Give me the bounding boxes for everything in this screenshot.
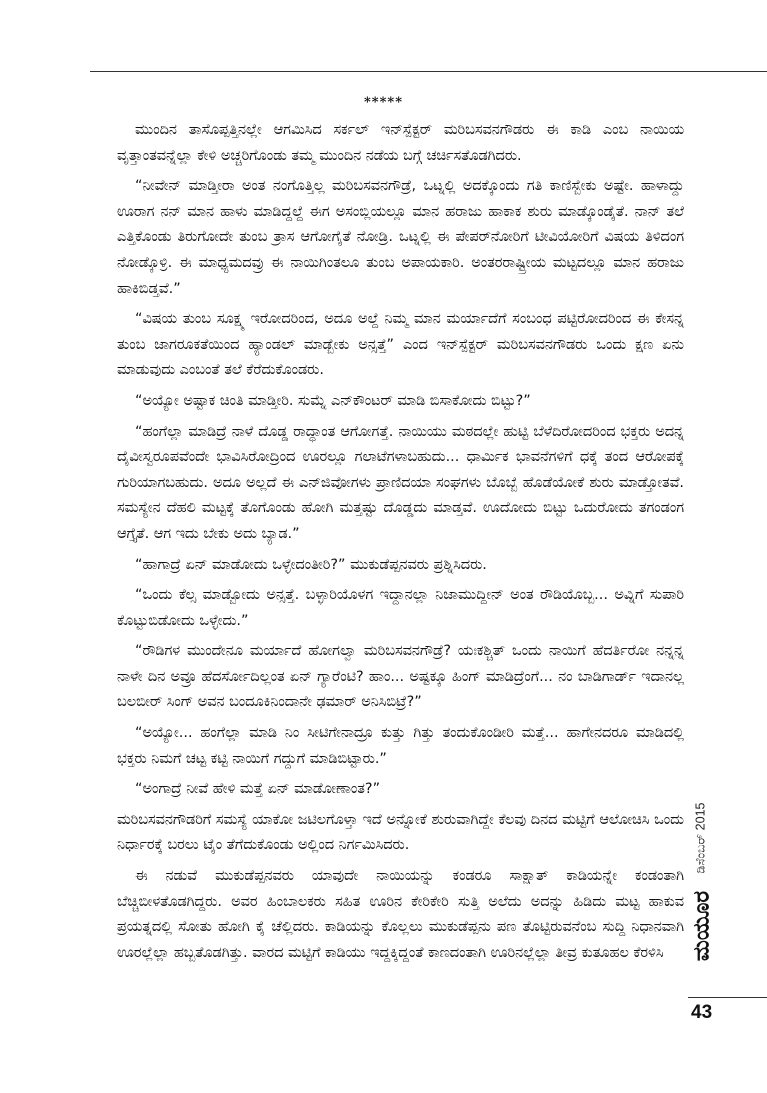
paragraph: “ವಿಷಯ ತುಂಬ ಸೂಕ್ಷ್ಮ ಇರೋದರಿಂದ, ಅದೂ ಅಲ್ದೆ ನಿಮ್ಮ ಮಾನ ಮರ್ಯಾದೆಗೆ ಸಂಬಂಧ ಪಟ್ಟಿರೋದರಿಂದ ಈ ಕೇಸನ್ನ ತುಂಬ ಜಾಗರೂಕತೆಯಿಂದ ಹ್ಯಾಂಡಲ್ ಮಾಡ್ಬೇಕು ಅನ್ಸತ್ತೆ” ಎಂದ ಇನ್‌ಸ್ಪೆಕ್ಟರ್ ಮರಿಬಸವನಗೌಡರು ಒಂದು ಕ್ಷಣ ಏನು ಮಾಡುವುದು ಎಂಬಂತೆ ತಲೆ ಕೆರೆದುಕೊಂಡರು. — [117, 311, 684, 379]
magazine-name: ಮಯೂರ — [689, 890, 715, 962]
paragraph: “ಒಂದು ಕೆಲ್ಸ ಮಾಡ್ಬೋದು ಅನ್ಸತ್ತೆ. ಬಳ್ಳಾರಿಯೊಳಗ ಇದ್ದಾನಲ್ಲಾ ನಿಜಾಮುದ್ದೀನ್ ಅಂತ ರೌಡಿಯೊಬ್ಬ... ಅವ್ನಿಗೆ ಸುಪಾರಿ ಕೊಟ್ಟುಬಿಡೋದು ಒಳ್ಳೇದು.” — [117, 587, 684, 629]
paragraph: ಈ ನಡುವೆ ಮುಕುಡೆಪ್ಪನವರು ಯಾವುದೇ ನಾಯಿಯನ್ನು ಕಂಡರೂ ಸಾಕ್ಷಾತ್ ಕಾಡಿಯನ್ನೇ ಕಂಡಂತಾಗಿ ಬೆಚ್ಚಿಬೀಳತೊಡಗಿದ್ದರು. ಅವರ ಹಿಂಬಾಲಕರು ಸಹಿತ ಊರಿನ ಕೇರಿಕೇರಿ ಸುತ್ತಿ ಅಲೆದು ಅದನ್ನು ಹಿಡಿದು ಮಟ್ಟ ಹಾಕುವ ಪ್ರಯತ್ನದಲ್ಲಿ ಸೋತು ಹೋಗಿ ಕೈ ಚೆಲ್ಲಿದರು. ಕಾಡಿಯನ್ನು ಕೊಲ್ಲಲು ಮುಕುಡೆಪ್ಪನು ಪಣ ತೊಟ್ಟಿರುವನೆಂಬ ಸುದ್ದಿ ನಿಧಾನವಾಗಿ ಊರಲ್ಲೆಲ್ಲಾ ಹಬ್ಬತೊಡಗಿತ್ತು. ವಾರದ ಮಟ್ಟಿಗೆ ಕಾಡಿಯು ಇದ್ದಕ್ಕಿದ್ದಂತೆ ಕಾಣದಂತಾಗಿ ಊರಿನಲ್ಲೆಲ್ಲಾ ತೀವ್ರ ಕುತೂಹಲ ಕೆರಳಿಸಿ — [117, 868, 684, 961]
footer-rule — [688, 997, 767, 998]
page-number: 43 — [691, 1002, 713, 1023]
paragraph: “ನೀವೇನ್ ಮಾಡ್ತೀರಾ ಅಂತ ನಂಗೊತ್ತಿಲ್ಲ ಮರಿಬಸವನಗೌಡ್ರೆ, ಒಟ್ನಲ್ಲಿ ಅದಕ್ಕೊಂದು ಗತಿ ಕಾಣಿಸ್ಬೇಕು ಅಷ್ಟೇ. ಹಾಳಾದ್ದು ಊರಾಗ ನನ್ ಮಾನ ಹಾಳು ಮಾಡಿದ್ದಲ್ದೆ ಈಗ ಅಸಂಬ್ಲಿಯಲ್ಲೂ ಮಾನ ಹರಾಜು ಹಾಕಾಕ ಶುರು ಮಾಡ್ಕೊಂಡೈತೆ. ನಾನ್ ತಲೆ ಎತ್ತಿಕೊಂಡು ತಿರುಗೋದೇ ತುಂಬ ತ್ರಾಸ ಆಗೋಗೈತೆ ನೋಡ್ರಿ. ಒಟ್ನಲ್ಲಿ ಈ ಪೇಪರ್‌ನೋರಿಗೆ ಟೀವಿಯೋರಿಗೆ ವಿಷಯ ತಿಳಿದಂಗ ನೋಡ್ಕೊಳ್ರಿ. ಈ ಮಾಧ್ಯಮದವ್ರು ಈ ನಾಯಿಗಿಂತಲೂ ತುಂಬ ಅಪಾಯಕಾರಿ. ಅಂತರರಾಷ್ಟ್ರೀಯ ಮಟ್ಟದಲ್ಲೂ ಮಾನ ಹರಾಜು ಹಾಕಿಬಿಡ್ತವೆ.” — [117, 178, 684, 297]
article-body — [117, 118, 684, 971]
paragraph: ಮುಂದಿನ ತಾಸೊಪ್ಪತ್ತಿನಲ್ಲೇ ಆಗಮಿಸಿದ ಸರ್ಕಲ್ ಇನ್‌ಸ್ಪೆಕ್ಟರ್ ಮರಿಬಸವನಗೌಡರು ಈ ಕಾಡಿ ಎಂಬ ನಾಯಿಯ ವೃತ್ತಾಂತವನ್ನೆಲ್ಲಾ ಕೇಳಿ ಅಚ್ಚರಿಗೊಂಡು ತಮ್ಮ ಮುಂದಿನ ನಡೆಯ ಬಗ್ಗೆ ಚರ್ಚಿಸತೊಡಗಿದರು. — [117, 122, 684, 164]
magazine-logo — [688, 886, 716, 966]
paragraph: “ಅಯ್ಯೋ ಅಷ್ಟಾಕ ಚಿಂತಿ ಮಾಡ್ತೀರಿ. ಸುಮ್ನೆ ಎನ್‌ಕೌಂಟರ್ ಮಾಡಿ ಬಿಸಾಕೋದು ಬಿಟ್ಟು?” — [135, 392, 531, 409]
paragraph: “ರೌಡಿಗಳ ಮುಂದೇನೂ ಮರ್ಯಾದೆ ಹೋಗಲ್ವಾ ಮರಿಬಸವನಗೌಡ್ರೆ? ಯಃಕಶ್ಚಿತ್ ಒಂದು ನಾಯಿಗೆ ಹೆದರ್ತಿರೋ ನನ್ನನ್ನ ನಾಳೇ ದಿನ ಅವ್ರೂ ಹೆದರ್ಸೋದಿಲ್ಲಂತ ಏನ್ ಗ್ಯಾರೆಂಟಿ? ಹಾಂ... ಅಷ್ಟಕ್ಕೂ ಹಿಂಗ್ ಮಾಡಿದ್ರೆಂಗೆ... ನಂ ಬಾಡಿಗಾರ್ಡ್ ಇದಾನಲ್ಲ ಬಲಬೀರ್ ಸಿಂಗ್ ಅವನ ಬಂದೂಕಿನಿಂದಾನೇ ಢಮಾರ್ ಅನಿಸಿಬಿಟ್ರೆ?” — [117, 643, 684, 711]
paragraph: ಮರಿಬಸವನಗೌಡರಿಗೆ ಸಮಸ್ಯೆ ಯಾಕೋ ಜಟಿಲಗೊಳ್ತಾ ಇದೆ ಅನ್ನೋಕೆ ಶುರುವಾಗಿದ್ದೇ ಕೆಲವು ದಿನದ ಮಟ್ಟಿಗೆ ಆಲೋಚಿಸಿ ಒಂದು ನಿರ್ಧಾರಕ್ಕೆ ಬರಲು ಟೈಂ ತೆಗೆದುಕೊಂಡು ಅಲ್ಲಿಂದ ನಿರ್ಗಮಿಸಿದರು. — [117, 811, 684, 854]
issue-date-text: ಡಿಸೆಂಬರ್ 2015 — [693, 802, 708, 874]
top-rule — [90, 71, 767, 72]
paragraph: “ಅಂಗಾದ್ರೆ ನೀವೆ ಹೇಳಿ ಮತ್ತೆ ಏನ್ ಮಾಡೋಣಾಂತ?” — [135, 781, 381, 798]
paragraph: “ಅಯ್ಯೋ... ಹಂಗೆಲ್ಲಾ ಮಾಡಿ ನಿಂ ಸೀಟಿಗೇನಾದ್ರೂ ಕುತ್ತು ಗಿತ್ತು ತಂದುಕೊಂಡೀರಿ ಮತ್ತೆ... ಹಾಗೇನದರೂ ಮಾಡಿದಲ್ಲಿ ಭಕ್ತರು ನಿಮಗೆ ಚಟ್ಟ ಕಟ್ಟಿ ನಾಯಿಗೆ ಗದ್ದುಗೆ ಮಾಡಿಬಿಟ್ಟಾರು.” — [117, 725, 684, 767]
section-separator: ***** — [364, 95, 403, 110]
paragraph: “ಹಾಗಾದ್ರೆ ಏನ್ ಮಾಡೋದು ಒಳ್ಳೇದಂತೀರಿ?” ಮುಕುಡೆಪ್ಪನವರು ಪ್ರಶ್ನಿಸಿದರು. — [135, 556, 487, 573]
paragraph: “ಹಂಗೆಲ್ಲಾ ಮಾಡಿದ್ರೆ ನಾಳೆ ದೊಡ್ಡ ರಾದ್ಧಾಂತ ಆಗೋಗತ್ತೆ. ನಾಯಿಯು ಮಠದಲ್ಲೇ ಹುಟ್ಟಿ ಬೆಳೆದಿರೋದರಿಂದ ಭಕ್ತರು ಅದನ್ನ ದೈವೀಸ್ವರೂಪವೆಂದೇ ಭಾವಿಸಿರೋದ್ರಿಂದ ಊರಲ್ಲೂ ಗಲಾಟೆಗಳಾಬಹುದು... ಧಾರ್ಮಿಕ ಭಾವನೆಗಳಿಗೆ ಧಕ್ಕೆ ತಂದ ಆರೋಪಕ್ಕೆ ಗುರಿಯಾಗಬಹುದು. ಅದೂ ಅಲ್ಲದೆ ಈ ಎನ್‌ಜಿವೋಗಳು ಪ್ರಾಣಿದಯಾ ಸಂಘಗಳು ಬೊಬ್ಬೆ ಹೊಡೆಯೋಕೆ ಶುರು ಮಾಡ್ತೋತವೆ. ಸಮಸ್ಯೇನ ದೆಹಲಿ ಮಟ್ಟಕ್ಕೆ ತೊಗೊಂಡು ಹೋಗಿ ಮತ್ತಷ್ಟು ದೊಡ್ಡದು ಮಾಡ್ತವೆ. ಊದೋದು ಬಿಟ್ಟು ಒದುರೋದು ತಗಂಡಂಗ ಆಗ್ತೈತೆ. ಆಗ ಇದು ಬೇಕು ಅದು ಬ್ಯಾಡ.” — [117, 423, 684, 542]
issue-date — [690, 793, 712, 883]
